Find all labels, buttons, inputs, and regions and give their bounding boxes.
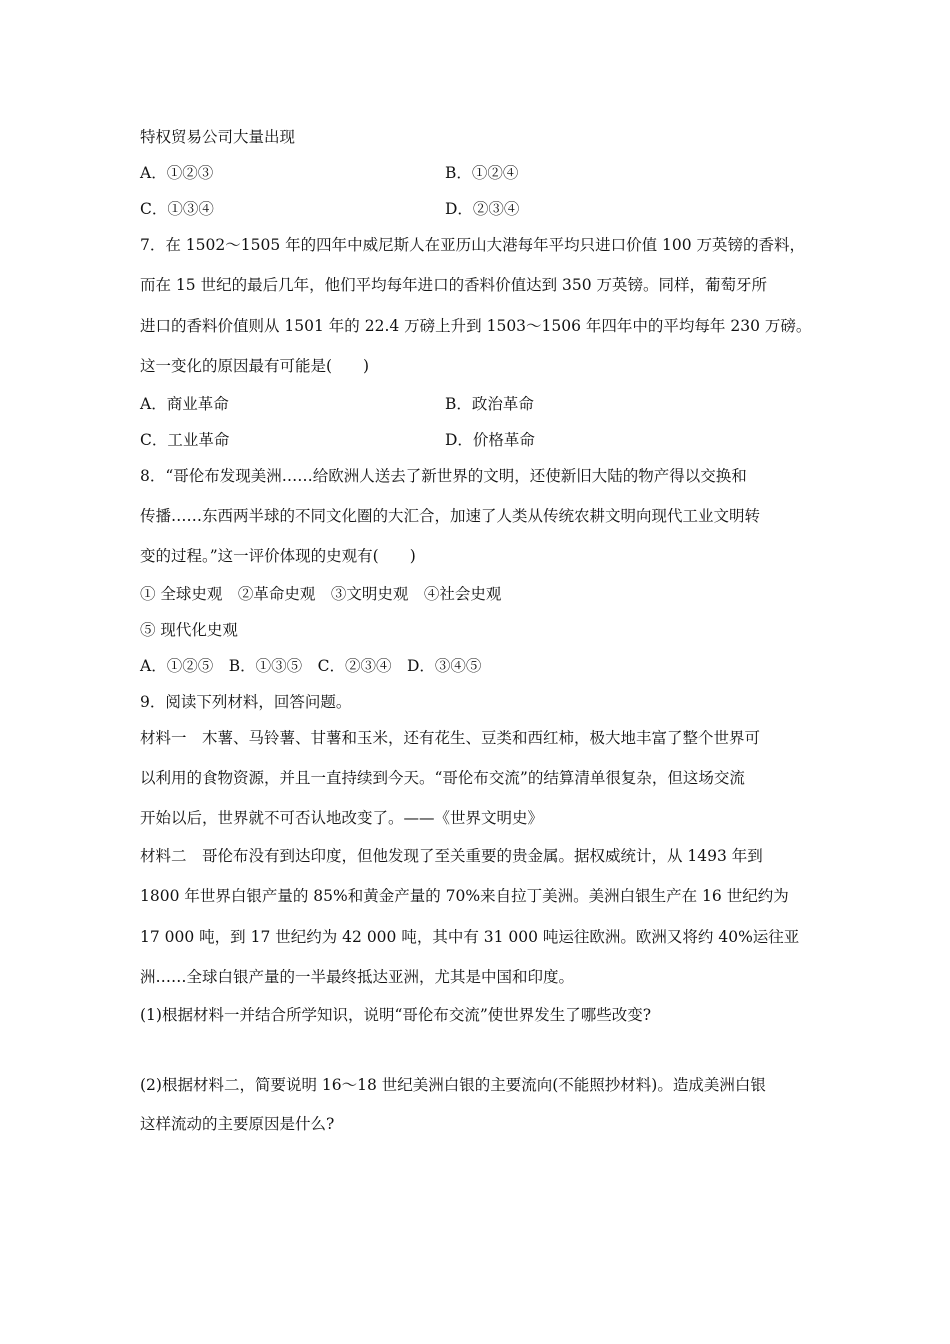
- q7-stem-line-2: 而在 15 世纪的最后几年，他们平均每年进口的香料价值达到 350 万英镑。同样，葡萄牙所: [140, 276, 768, 294]
- q6-option-d: D．②③④: [445, 200, 520, 218]
- q9-material-2-line-1: 材料二 哥伦布没有到达印度，但他发现了至关重要的贵金属。据权威统计，从 1493 年到: [140, 847, 763, 865]
- q9-subquestion-1: (1)根据材料一并结合所学知识，说明“哥伦布交流”使世界发生了哪些改变?: [140, 1006, 652, 1024]
- q9-material-2-line-4: 洲……全球白银产量的一半最终抵达亚洲，尤其是中国和印度。: [140, 968, 575, 986]
- q8-options: A．①②⑤ B．①③⑤ C．②③④ D．③④⑤: [140, 657, 482, 675]
- q7-stem-line-4: 这一变化的原因最有可能是( ): [140, 357, 370, 375]
- q9-intro: 9．阅读下列材料，回答问题。: [140, 693, 352, 711]
- q7-option-b: B．政治革命: [445, 395, 534, 413]
- q6-option-c: C．①③④: [140, 200, 214, 218]
- q7-option-c: C．工业革命: [140, 431, 230, 449]
- q7-stem-line-1: 7．在 1502～1505 年的四年中威尼斯人在亚历山大港每年平均只进口价值 100 万英镑的香料，: [140, 236, 806, 254]
- q9-subquestion-2-line-2: 这样流动的主要原因是什么?: [140, 1115, 335, 1133]
- q8-stem-line-1: 8．“哥伦布发现美洲……给欧洲人送去了新世界的文明，还使新旧大陆的物产得以交换和: [140, 467, 747, 485]
- q7-stem-line-3: 进口的香料价值则从 1501 年的 22.4 万磅上升到 1503～1506 年四年中的平均每年 230 万磅。: [140, 317, 812, 335]
- q8-stem-line-2: 传播……东西两半球的不同文化圈的大汇合，加速了人类从传统农耕文明向现代工业文明转: [140, 507, 761, 525]
- q9-material-2-line-3: 17 000 吨，到 17 世纪约为 42 000 吨，其中有 31 000 吨运往欧洲。欧洲又将约 40%运往亚: [140, 928, 800, 946]
- q9-material-1-line-3: 开始以后，世界就不可否认地改变了。——《世界文明史》: [140, 809, 544, 827]
- q6-tail-text: 特权贸易公司大量出现: [140, 128, 296, 146]
- q6-option-b: B．①②④: [445, 164, 519, 182]
- q8-choices-line-1: ① 全球史观 ②革命史观 ③文明史观 ④社会史观: [140, 585, 502, 603]
- q7-option-d: D．价格革命: [445, 431, 535, 449]
- q8-stem-line-3: 变的过程。”这一评价体现的史观有( ): [140, 547, 416, 565]
- q9-material-1-line-2: 以利用的食物资源，并且一直持续到今天。“哥伦布交流”的结算清单很复杂，但这场交流: [140, 769, 745, 787]
- q9-material-2-line-2: 1800 年世界白银产量的 85%和黄金产量的 70%来自拉丁美洲。美洲白银生产在 16 世纪约为: [140, 887, 789, 905]
- q9-material-1-line-1: 材料一 木薯、马铃薯、甘薯和玉米，还有花生、豆类和西红柿，极大地丰富了整个世界可: [140, 729, 761, 747]
- q8-choices-line-2: ⑤ 现代化史观: [140, 621, 238, 639]
- q7-option-a: A．商业革命: [140, 395, 229, 413]
- q9-subquestion-2-line-1: (2)根据材料二，简要说明 16～18 世纪美洲白银的主要流向(不能照抄材料)。造成美洲白银: [140, 1076, 766, 1094]
- q6-option-a: A．①②③: [140, 164, 214, 182]
